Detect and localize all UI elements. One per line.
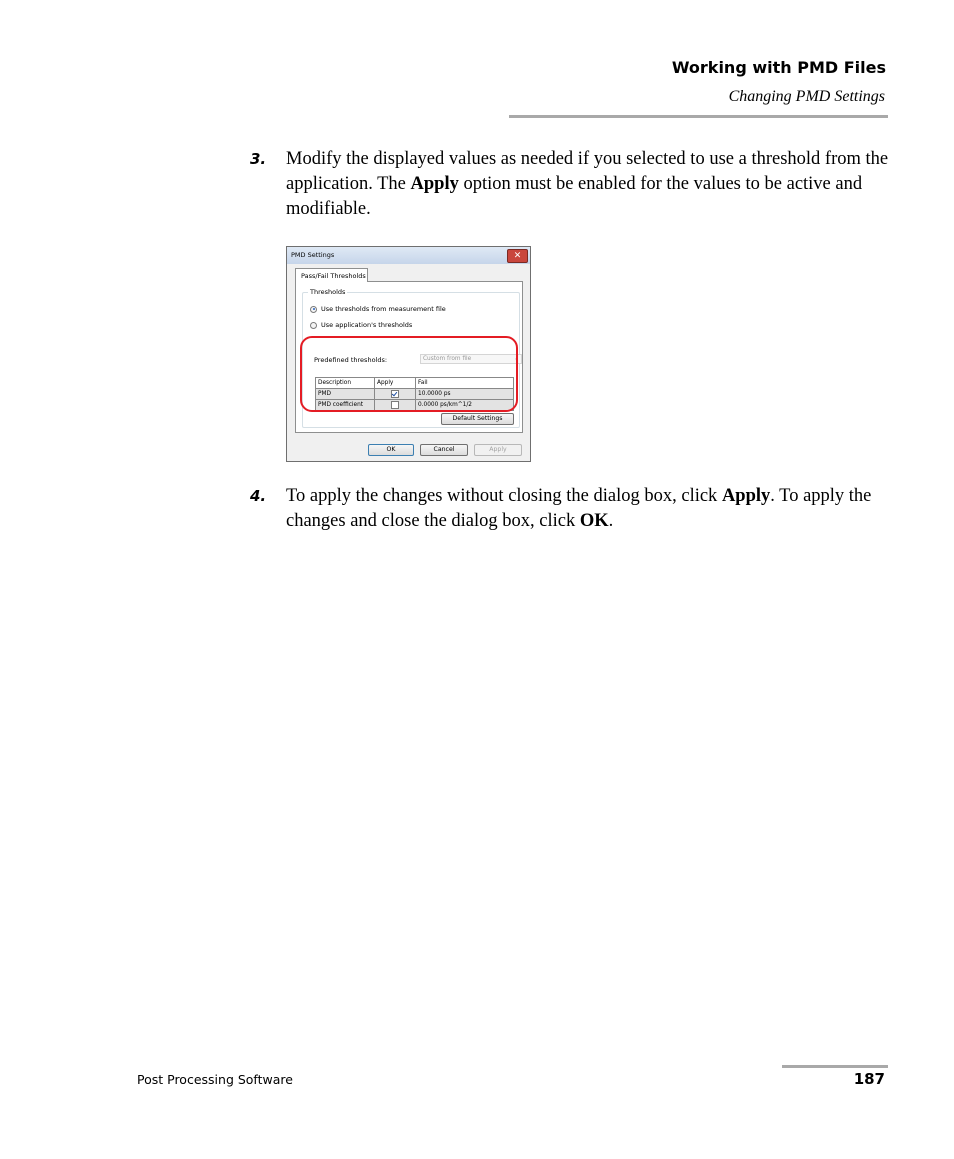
ok-term: OK <box>579 511 609 531</box>
row-description: PMD coefficient <box>316 400 375 411</box>
default-settings-button[interactable]: Default Settings <box>441 413 514 425</box>
tab-pass-fail-thresholds[interactable]: Pass/Fail Thresholds <box>295 268 368 282</box>
predefined-thresholds-label: Predefined thresholds: <box>314 356 388 364</box>
row-fail-value[interactable]: 10.0000 ps <box>416 389 514 400</box>
column-header: Apply <box>375 378 416 389</box>
footer-product: Post Processing Software <box>137 1072 293 1087</box>
header-title: Working with PMD Files <box>671 58 886 77</box>
dialog-titlebar <box>287 247 530 264</box>
apply-term: Apply <box>721 486 771 506</box>
step-4 <box>250 484 890 534</box>
footer-rule <box>782 1065 888 1068</box>
step-3 <box>250 147 890 222</box>
step-number: 4. <box>250 487 267 505</box>
step-number: 3. <box>250 150 267 168</box>
column-header: Description <box>316 378 375 389</box>
ok-button[interactable]: OK <box>368 444 414 456</box>
chevron-down-icon: ⌄ <box>513 355 519 362</box>
highlight-callout <box>300 336 518 412</box>
predefined-thresholds-dropdown[interactable]: Custom from file ⌄ <box>420 354 522 364</box>
cancel-button[interactable]: Cancel <box>420 444 468 456</box>
column-header: Fail <box>416 378 514 389</box>
step-text: Modify the displayed values as needed if you selected to use a threshold from the application. The Apply option must be enabled for the values to be active and modifiable. <box>286 149 889 219</box>
page-number: 187 <box>853 1070 885 1088</box>
close-icon[interactable]: ✕ <box>507 249 528 263</box>
row-description: PMD <box>316 389 375 400</box>
group-label: Thresholds <box>310 288 346 296</box>
row-fail-value[interactable]: 0.0000 ps/km^1/2 <box>416 400 514 411</box>
dialog-title: PMD Settings <box>291 251 335 259</box>
apply-term: Apply <box>410 174 459 194</box>
header-rule <box>509 115 888 118</box>
radio-use-application-thresholds[interactable]: Use application's thresholds <box>310 321 412 329</box>
header-subtitle: Changing PMD Settings <box>728 88 885 105</box>
step-text: To apply the changes without closing the dialog box, click Apply. To apply the changes and close the dialog box, click OK. <box>286 486 872 531</box>
radio-use-measurement-file[interactable]: Use thresholds from measurement file <box>310 305 446 313</box>
radio-unselected-icon <box>310 322 317 329</box>
apply-button[interactable]: Apply <box>474 444 522 456</box>
radio-selected-icon <box>310 306 317 313</box>
